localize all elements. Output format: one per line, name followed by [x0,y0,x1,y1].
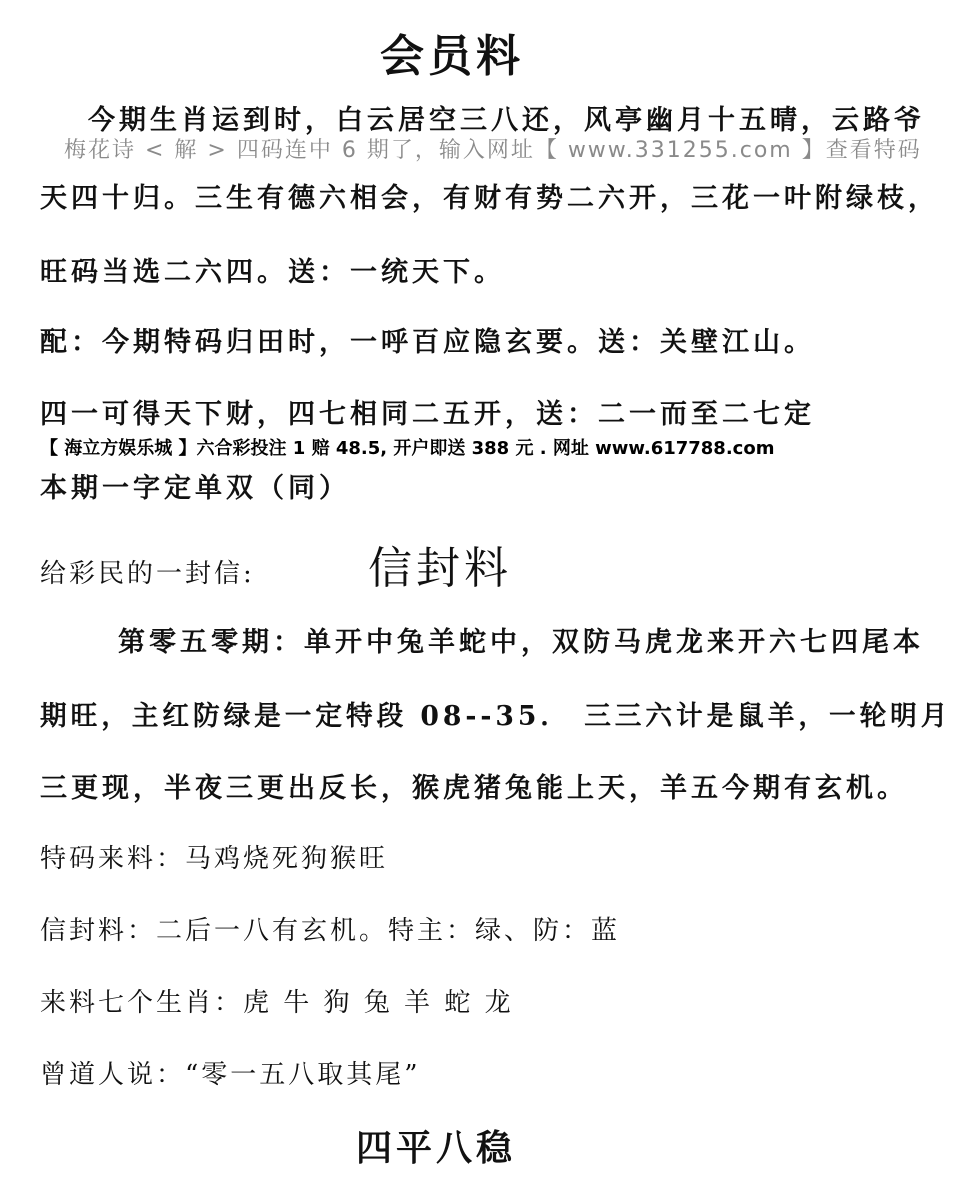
letter-label: 给彩民的一封信: [40,559,255,589]
ad-banner-text: 【 海立方娱乐城 】六合彩投注 1 赔 48.5, 开户即送 388 元 . 网址 www.617788.com [40,438,775,459]
xinfeng-line: 信封料：二后一八有玄机。特主：绿、防：蓝 [40,916,621,946]
poem-line-2: 天四十归。三生有德六相会，有财有势二六开，三花一叶附绿枝， [40,183,939,214]
zeng-line: 曾道人说：“零一五八取其尾” [40,1060,421,1090]
page-title: 会员料 [380,31,524,82]
letter-title: 信封料 [368,543,512,594]
letter-line-1: 第零五零期：单开中兔羊蛇中，双防马虎龙来开六七四尾本 [118,627,924,658]
danshuang-line: 本期一字定单双（同） [40,473,350,504]
footer-title: 四平八稳 [356,1127,517,1169]
si-line: 四一可得天下财，四七相同二五开，送：二一而至二七定 [40,399,815,430]
poem-line-1: 今期生肖运到时，白云居空三八还，风亭幽月十五晴，云路爷 [88,105,925,136]
letter-line-2: 期旺，主红防绿是一定特段 08--35． 三三六计是鼠羊，一轮明月 [40,701,952,732]
poem-line-3: 旺码当选二六四。送：一统天下。 [40,257,505,288]
pei-line: 配：今期特码归田时，一呼百应隐玄要。送：关壁江山。 [40,327,815,358]
laoliao-line: 来料七个生肖：虎 牛 狗 兔 羊 蛇 龙 [40,988,514,1018]
tema-line: 特码来料：马鸡烧死狗猴旺 [40,844,389,874]
watermark-text: 梅花诗 < 解 > 四码连中 6 期了，输入网址【 www.331255.com 】查看特码 [64,138,922,163]
letter-line-3: 三更现，半夜三更出反长，猴虎猪兔能上天，羊五今期有玄机。 [40,773,908,804]
